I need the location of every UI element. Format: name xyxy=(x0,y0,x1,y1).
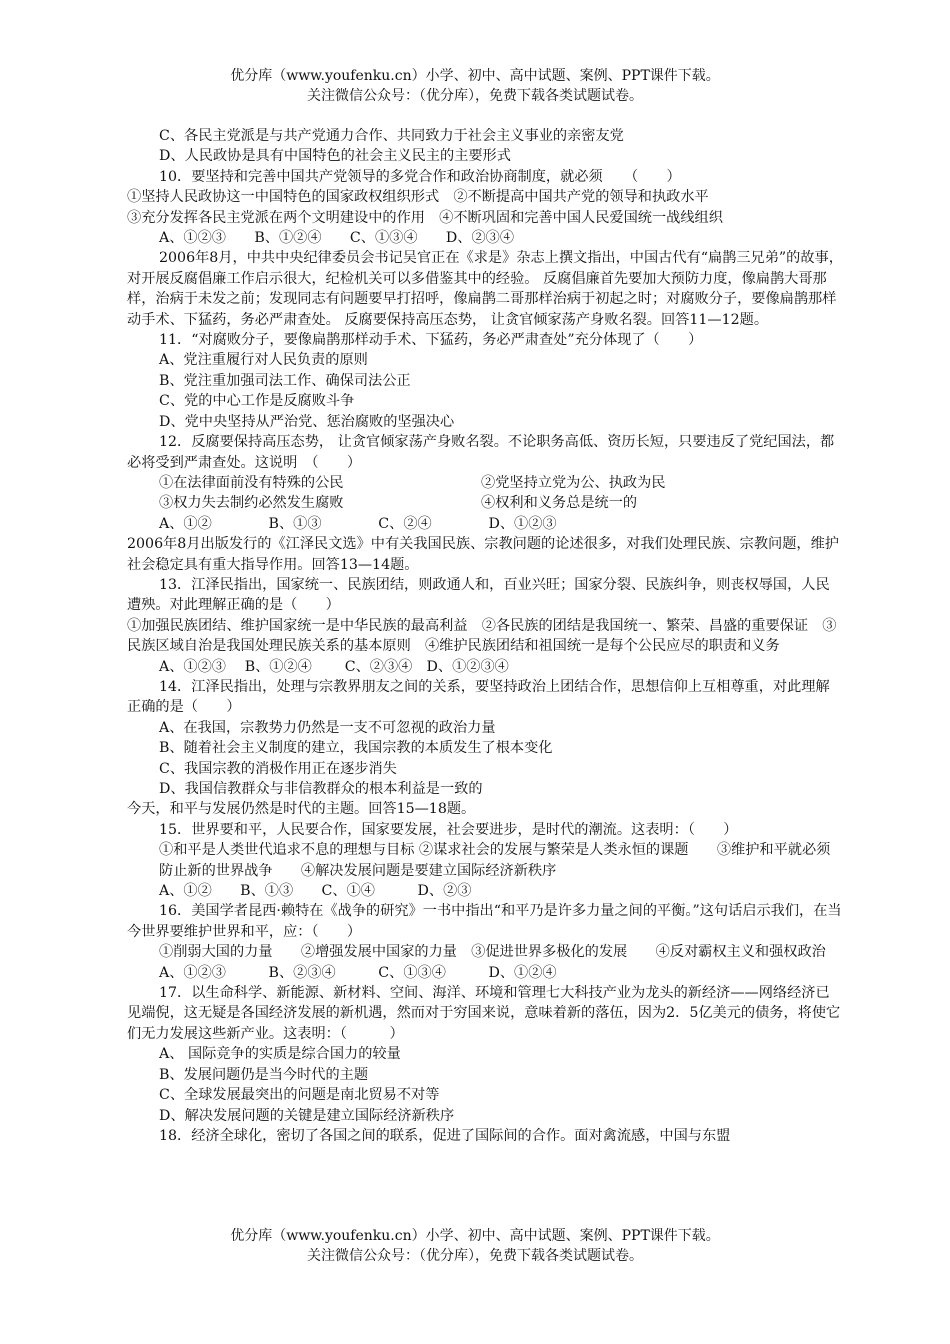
statement-cell: ②党坚持立党为公、执政为民 xyxy=(481,474,666,491)
option-line: B、党注重加强司法工作、确保司法公正 xyxy=(159,372,411,389)
option-line: D、人民政协是具有中国特色的社会主义民主的主要形式 xyxy=(159,148,511,165)
statement-cell: ③权力失去制约必然发生腐败 xyxy=(159,495,344,512)
option-line: C、我国宗教的消极作用正在逐步消失 xyxy=(159,760,397,777)
answer-options: A、①② B、①③ C、②④ D、①②③ xyxy=(159,515,557,532)
page-footer xyxy=(0,1226,950,1266)
option-line: B、发展问题仍是当今时代的主题 xyxy=(159,1066,369,1083)
answer-options: A、①②③ B、①②④ C、①③④ D、②③④ xyxy=(159,230,515,247)
option-line: C、党的中心工作是反腐败斗争 xyxy=(159,393,355,410)
header-line-1: 优分库（www.youfenku.cn）小学、初中、高中试题、案例、PPT课件下载。 xyxy=(230,68,720,84)
statement-line: ③充分发挥各民主党派在两个文明建设中的作用 ④不断巩固和完善中国人民爱国统一战线组织 xyxy=(127,209,723,226)
option-line: D、解决发展问题的关键是建立国际经济新秩序 xyxy=(159,1107,455,1124)
option-line: A、在我国，宗教势力仍然是一支不可忽视的政治力量 xyxy=(159,719,496,736)
statement-line: ①削弱大国的力量 ②增强发展中国家的力量 ③促进世界多极化的发展 ④反对霸权主义和强权政治 xyxy=(159,944,826,961)
option-line: B、随着社会主义制度的建立，我国宗教的本质发生了根本变化 xyxy=(159,740,553,757)
question-16: 16．美国学者昆西·赖特在《战争的研究》一书中指出“和平乃是许多力量之间的平衡。”这句话启示我们，在当今世界要维护世界和平，应：（ ） xyxy=(127,903,842,940)
option-line: D、我国信教群众与非信教群众的根本利益是一致的 xyxy=(159,781,483,797)
option-line: D、党中央坚持从严治党、惩治腐败的坚强决心 xyxy=(159,413,455,430)
answer-options: A、①② B、①③ C、①④ D、②③ xyxy=(159,883,472,900)
question-18: 18．经济全球化，密切了各国之间的联系，促进了国际间的合作。面对禽流感，中国与东盟 xyxy=(159,1127,731,1144)
header-line-2: 关注微信公众号：（优分库），免费下载各类试题试卷。 xyxy=(307,88,643,104)
question-10: 10．要坚持和完善中国共产党领导的多党合作和政治协商制度，就必须 （ ） xyxy=(159,168,681,185)
statement-cell: ①在法律面前没有特殊的公民 xyxy=(159,474,344,491)
question-15: 15．世界要和平，人民要合作，国家要发展，社会要进步，是时代的潮流。这表明：（ ） xyxy=(159,821,738,838)
statement-row xyxy=(127,493,843,513)
question-13: 13．江泽民指出，国家统一、民族团结，则政通人和，百业兴旺；国家分裂、民族纠争，则丧权辱国，人民遭殃。对此理解正确的是（ ） xyxy=(127,576,830,614)
option-line: C、各民主党派是与共产党通力合作、共同致力于社会主义事业的亲密友党 xyxy=(159,128,624,144)
footer-line-1: 优分库（www.youfenku.cn）小学、初中、高中试题、案例、PPT课件下载。 xyxy=(230,1228,720,1244)
answer-options: A、①②③ B、①②④ C、②③④ D、①②③④ xyxy=(159,658,509,675)
document-body xyxy=(127,126,843,1146)
question-11: 11．“对腐败分子，要像扁鹊那样动手术、下猛药，务必严肃查处”充分体现了（ ） xyxy=(159,332,703,349)
statement-row xyxy=(127,473,843,493)
statement-line: ①和平是人类世代追求不息的理想与目标 ②谋求社会的发展与繁荣是人类永恒的课题 ③维护和平就必须防止新的世界战争 ④解决发展问题是要建立国际经济新秩序 xyxy=(159,842,831,879)
option-line: A、 国际竞争的实质是综合国力的较量 xyxy=(159,1046,401,1063)
statement-cell: ④权利和义务总是统一的 xyxy=(481,495,638,512)
passage-text: 今天，和平与发展仍然是时代的主题。回答15—18题。 xyxy=(127,801,476,818)
option-line: A、党注重履行对人民负责的原则 xyxy=(159,352,368,369)
question-12: 12．反腐要保持高压态势， 让贪官倾家荡产身败名裂。不论职务高低、资历长短，只要违反了党纪国法，都必将受到严肃查处。这说明 （ ） xyxy=(127,434,835,471)
passage-text: 2006年8月，中共中央纪律委员会书记吴官正在《求是》杂志上撰文指出，中国古代有“扁鹊三兄弟”的故事，对开展反腐倡廉工作启示很大，纪检机关可以多借鉴其中的经验。 反腐倡廉首先要加大预防力度，像扁鹊大哥那样，治病于未发之前；发现同志有问题要早打招呼，像扁鹊二哥那样治病于初起之时；对腐败分子，要像扁鹊那样动手术、下猛药，务必严肃查处。 反腐要保持高压态势， 让贪官倾家荡产身败名裂。回答11—12题。 xyxy=(127,250,843,328)
passage-text: 2006年8月出版发行的《江泽民文选》中有关我国民族、宗教问题的论述很多，对我们处理民族、宗教问题，维护社会稳定具有重大指导作用。回答13—14题。 xyxy=(127,536,839,573)
answer-options: A、①②③ B、②③④ C、①③④ D、①②④ xyxy=(159,964,557,981)
statement-line: ①坚持人民政协这一中国特色的国家政权组织形式 ②不断提高中国共产党的领导和执政水平 xyxy=(127,189,709,206)
statement-line: ①加强民族团结、维护国家统一是中华民族的最高利益 ②各民族的团结是我国统一、繁荣、昌盛的重要保证 ③民族区域自治是我国处理民族关系的基本原则 ④维护民族团结和祖国统一是每个公民应尽的职责和义务 xyxy=(127,617,837,655)
page-header xyxy=(0,66,950,106)
question-14: 14．江泽民指出，处理与宗教界朋友之间的关系，要坚持政治上团结合作，思想信仰上互相尊重，对此理解正确的是（ ） xyxy=(127,678,830,716)
option-line: C、全球发展最突出的问题是南北贸易不对等 xyxy=(159,1087,440,1104)
footer-line-2: 关注微信公众号：（优分库），免费下载各类试题试卷。 xyxy=(307,1248,643,1264)
question-17: 17．以生命科学、新能源、新材料、空间、海洋、环境和管理七大科技产业为龙头的新经济——网络经济已见端倪，这无疑是各国经济发展的新机遇，然而对于穷国来说，意味着新的落伍，因为2．5亿美元的债务，将使它们无力发展这些新产业。这表明：（ ） xyxy=(127,985,841,1042)
